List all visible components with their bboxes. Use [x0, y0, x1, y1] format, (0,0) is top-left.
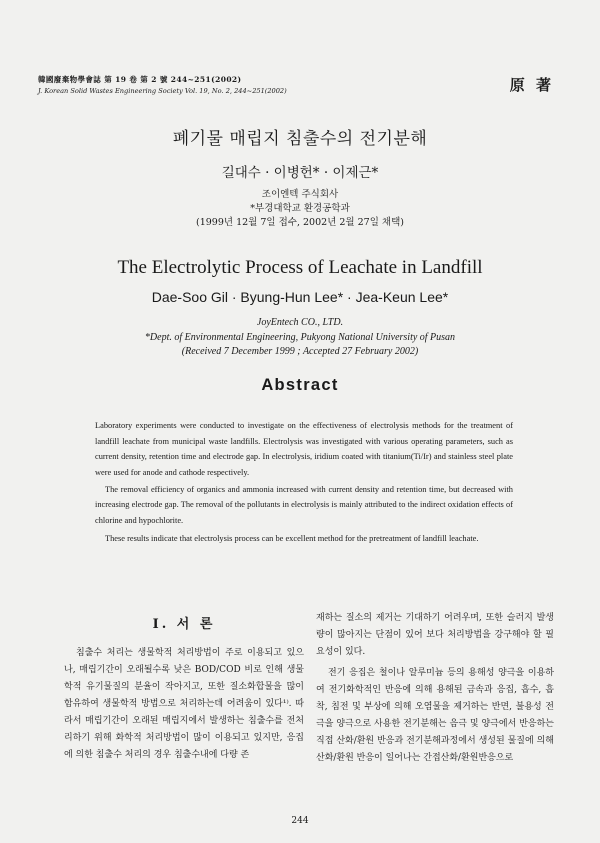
english-dates: (Received 7 December 1999 ; Accepted 27 February 2002) [181, 346, 419, 357]
section-heading-introduction: Ⅰ. 서 론 [152, 617, 216, 632]
abstract-paragraph-2: The removal efficiency of organics and ammonia increased with current density and retention time, but decreased with increasing electrode gap. The removal of the pollutants in electrolysis is mainly attributed to the indirect oxidation effects of chlorine and hypochlorite. [95, 484, 513, 526]
english-title: The Electrolytic Process of Leachate in Landfill [117, 257, 483, 278]
korean-affiliation-2: *부경대학교 환경공학과 [250, 203, 350, 214]
abstract-heading: Abstract [261, 376, 339, 394]
body-left-column [64, 616, 304, 764]
abstract-body [95, 418, 513, 548]
english-authors: Dae-Soo Gil · Byung-Hun Lee* · Jea-Keun Lee* [151, 289, 449, 305]
english-affiliations [0, 316, 600, 360]
right-column-paragraph-2: 전기 응집은 철이나 알루미늄 등의 용해성 양극을 이용하여 전기화학적인 반응에 의해 용해된 금속과 응집, 흡수, 흡착, 침전 및 부상에 의해 오염물을 제거하는 반면, 불용성 전극을 양극으로 사용한 전기분해는 음극 및 양극에서 반응하는 직접 산화/환원 반응과 전기분해과정에서 생성된 물질에 의해 산화/환원 반응이 일어나는 간접산화/환원반응으로 [316, 668, 554, 763]
english-affiliation-1: JoyEntech CO., LTD. [256, 317, 344, 328]
body-right-column [316, 610, 554, 767]
abstract-paragraph-3: These results indicate that electrolysis process can be excellent method for the pretreatment of landfill leachate. [105, 533, 479, 543]
korean-dates: (1999년 12월 7일 접수, 2002년 2월 27일 채택) [196, 217, 404, 228]
journal-citation-korean: 韓國廢棄物學會誌 第 19 卷 第 2 號 244~251(2002) [38, 75, 242, 84]
korean-authors: 길대수 · 이병헌* · 이제근* [221, 165, 379, 181]
journal-citation [38, 74, 458, 95]
korean-affiliation-1: 조이엔텍 주식회사 [261, 189, 339, 200]
left-column-paragraph: 침출수 처리는 생물학적 처리방법이 주로 이용되고 있으나, 매립기간이 오래될수록 낮은 BOD/COD 비로 인해 생물학적 유기물질의 분율이 작아지고, 또한 질소화합물을 많이 함유하여 생물학적 방법으로 처리하는데 어려움이 있다¹⁾. 따라서 매립기간이 오래된 매립지에서 발생하는 침출수를 전처리하기 위해 화학적 처리방법이 많이 이용되고 있지만, 응집에 의한 침출수 처리의 경우 침출수내에 다량 존 [64, 648, 304, 760]
right-column-paragraph-1: 재하는 질소의 제거는 기대하기 어려우며, 또한 슬러지 발생량이 많아지는 단점이 있어 보다 처리방법을 강구해야 할 필요성이 있다. [316, 613, 554, 657]
korean-affiliations [0, 188, 600, 230]
abstract-paragraph-1: Laboratory experiments were conducted to investigate on the effectiveness of electrolysis methods for the treatment of landfill leachate from municipal waste landfills. Electrolysis was investigated with various operating parameters, such as current density, retention time and electrode gap. In electrolysis, iridium coated with titanium(Ti/Ir) and stainless steel plate were used for anode and cathode respectively. [95, 421, 513, 477]
korean-title: 폐기물 매립지 침출수의 전기분해 [172, 129, 428, 149]
article-type-label: 原 著 [509, 76, 554, 94]
page-number: 244 [291, 816, 309, 826]
english-affiliation-2: *Dept. of Environmental Engineering, Pukyong National University of Pusan [144, 331, 456, 343]
journal-citation-english: J. Korean Solid Wastes Engineering Society Vol. 19, No. 2, 244~251(2002) [38, 87, 287, 95]
